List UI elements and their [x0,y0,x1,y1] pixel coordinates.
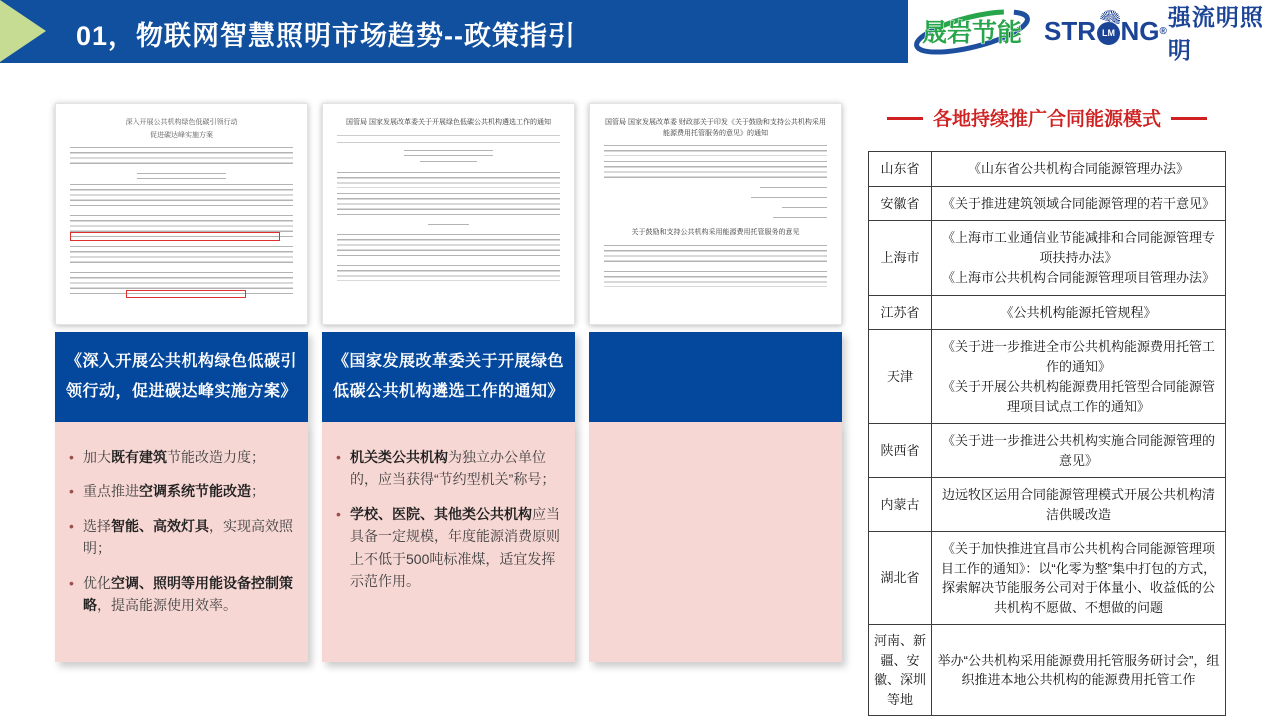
svg-text:晟岩节能: 晟岩节能 [921,18,1023,47]
doc3-paragraph [604,245,827,266]
doc3-signature-line [782,207,827,212]
policy-cell: 《上海市工业通信业节能减排和合同能源管理专项扶持办法》 《上海市公共机构合同能源管理项目管理办法》 [932,221,1226,296]
region-cell: 内蒙古 [869,478,932,532]
doc2-paragraph [420,161,478,166]
bullet-item: • 选择智能、高效灯具，实现高效照明； [65,515,294,560]
policy-title-box-1: 《深入开展公共机构绿色低碳引领行动，促进碳达峰实施方案》 [55,332,308,422]
policy-title-box-3 [589,332,842,422]
page-title: 01，物联网智慧照明市场趋势--政策指引 [76,21,577,51]
dash-decoration-right [1171,117,1207,120]
right-panel [868,104,1226,716]
policy-cell: 《关于加快推进宜昌市公共机构合同能源管理项目工作的通知》：以“化零为整”集中打包的方式，探索解决节能服务公司对于体量小、收益低的公共机构不愿做、不想做的问题 [932,532,1226,625]
doc2-paragraph [337,172,560,188]
dash-decoration-left [887,117,923,120]
doc2-meta-row [337,135,560,143]
bullet-item: • 学校、医院、其他类公共机构应当具备一定规模，年度能源消费原则上不低于500吨标准煤，适宜发挥示范作用。 [332,503,561,593]
table-row [869,532,1226,625]
shengyan-logo [908,5,1036,59]
table-row [869,625,1226,716]
strong-logo-text-right: NG [1120,16,1160,46]
logo-area [908,0,1280,63]
policy-column-1 [55,103,308,662]
strong-logo-chinese: 强流明照明 [1167,3,1264,63]
doc3-subtitle: 关于鼓励和支持公共机构采用能源费用托管服务的意见 [631,229,800,236]
doc1-paragraph [70,246,293,267]
doc2-paragraph [337,193,560,219]
table-row [869,221,1226,296]
doc1-paragraph [137,173,226,179]
policy-title-box-2: 《国家发展改革委关于开展绿色低碳公共机构遴选工作的通知》 [322,332,575,422]
policy-points-box-3 [589,422,842,662]
region-cell: 陕西省 [869,424,932,478]
table-row [869,152,1226,187]
doc1-paragraph [70,184,293,210]
bullet-list-2 [332,446,561,592]
red-highlight-box [126,290,246,298]
doc1-paragraph [70,147,293,168]
orbit-ellipse-icon [908,5,1036,59]
doc3-signature-line [751,197,827,202]
policy-points-box-2 [322,422,575,662]
policy-document-1 [55,103,308,325]
doc1-title-line1: 深入开展公共机构绿色低碳引领行动 [125,119,238,126]
doc3-paragraph [604,271,827,287]
region-cell: 湖北省 [869,532,932,625]
strong-logo [1044,0,1280,65]
region-cell: 江苏省 [869,295,932,330]
policy-cell: 《公共机构能源托管规程》 [932,295,1226,330]
bullet-item: • 重点推进空调系统节能改造； [65,480,294,502]
region-cell: 河南、新疆、安徽、深圳等地 [869,625,932,716]
doc2-paragraph [404,150,493,156]
policy-table-body [869,152,1226,716]
doc3-signature-line [773,217,827,222]
doc3-signature-line [760,187,827,192]
header-arrow-decoration [0,0,46,62]
policy-column-2 [322,103,575,662]
doc3-paragraph [604,161,827,182]
bullet-list-1 [65,446,294,616]
lm-circle-icon: LM [1097,22,1120,45]
red-highlight-box [70,232,280,241]
bullet-item: • 加大既有建筑节能改造力度； [65,446,294,468]
region-cell: 上海市 [869,221,932,296]
strong-logo-text-left: STR [1044,16,1096,46]
policy-cell: 边远牧区运用合同能源管理模式开展公共机构清洁供暖改造 [932,478,1226,532]
doc3-paragraph [604,145,827,156]
fan-icon [1100,7,1122,23]
region-cell: 山东省 [869,152,932,187]
doc2-title: 国管局 国家发展改革委关于开展绿色低碳公共机构遴选工作的通知 [346,119,551,126]
policy-column-3 [589,103,842,662]
bullet-item: • 优化空调、照明等用能设备控制策略，提高能源使用效率。 [65,572,294,617]
doc2-paragraph [337,265,560,281]
doc2-paragraph [428,224,468,229]
table-row [869,424,1226,478]
registered-mark: ® [1159,26,1167,37]
policy-cell: 举办“公共机构采用能源费用托管服务研讨会”，组织推进本地公共机构的能源费用托管工作 [932,625,1226,716]
policy-columns [55,103,842,662]
table-row [869,478,1226,532]
policy-points-box-1 [55,422,308,662]
right-panel-title: 各地持续推广合同能源模式 [868,104,1226,131]
region-cell: 安徽省 [869,186,932,221]
policy-cell: 《山东省公共机构合同能源管理办法》 [932,152,1226,187]
doc1-title-line2: 促进碳达峰实施方案 [150,131,213,139]
policy-document-3 [589,103,842,325]
region-cell: 天津 [869,330,932,424]
doc3-title: 国管局 国家发展改革委 财政部关于印发《关于鼓励和支持公共机构采用能源费用托管服务的意见》的通知 [605,119,826,137]
policy-cell: 《关于进一步推进全市公共机构能源费用托管工作的通知》 《关于开展公共机构能源费用托管型合同能源管理项目试点工作的通知》 [932,330,1226,424]
strong-logo-o [1097,19,1119,45]
bullet-item: • 机关类公共机构为独立办公单位的，应当获得“节约型机关”称号； [332,446,561,491]
policy-cell: 《关于进一步推进公共机构实施合同能源管理的意见》 [932,424,1226,478]
doc2-paragraph [337,234,560,260]
policy-document-2 [322,103,575,325]
table-row [869,330,1226,424]
table-row [869,295,1226,330]
policy-cell: 《关于推进建筑领域合同能源管理的若干意见》 [932,186,1226,221]
table-row [869,186,1226,221]
policy-table [868,151,1226,716]
